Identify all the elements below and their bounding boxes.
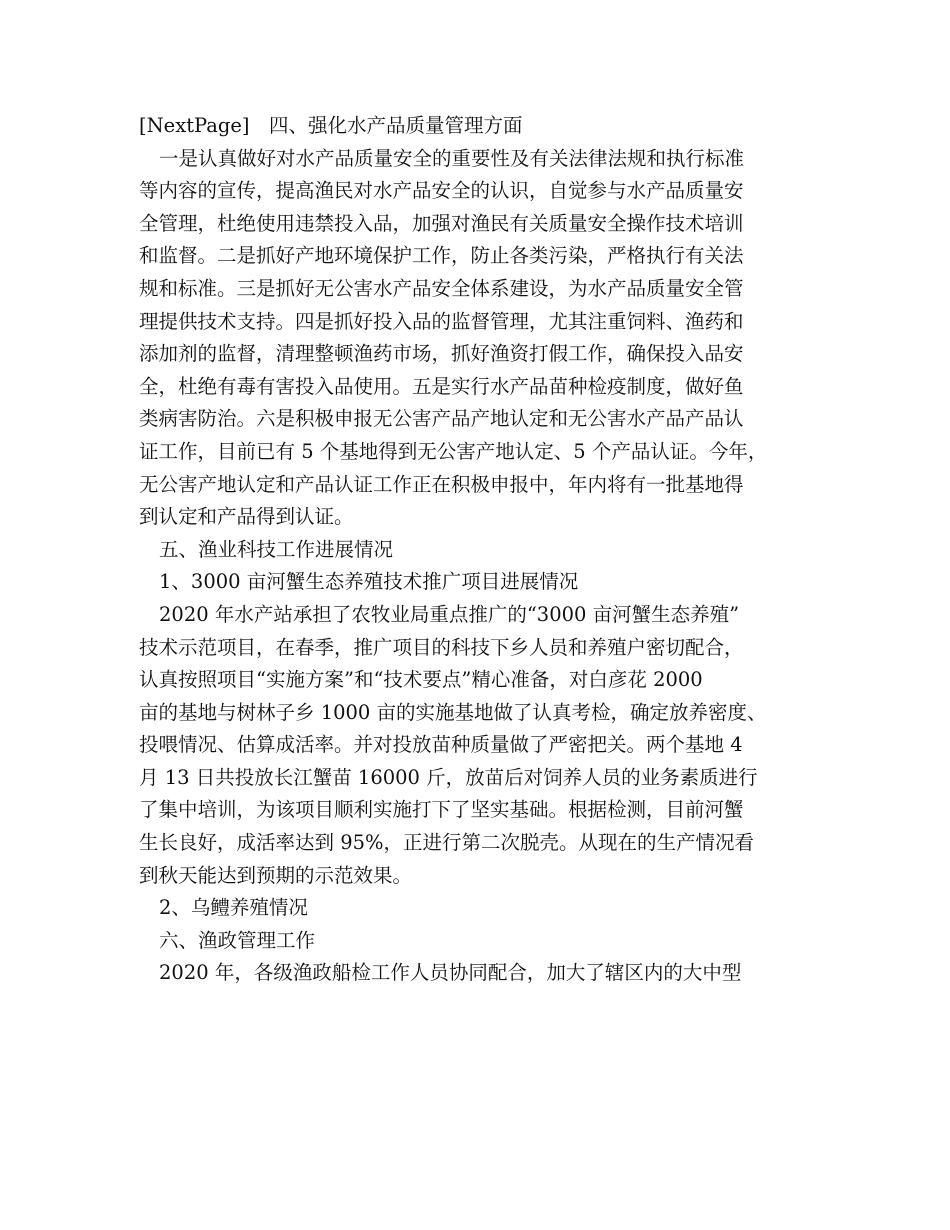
paragraph-line: 五、渔业科技工作进展情况 [159,537,394,561]
paragraph-line: 月 13 日共投放长江蟹苗 16000 斤，放苗后对饲养人员的业务素质进行 [139,765,758,789]
paragraph-line: 2020 年，各级渔政船检工作人员协同配合，加大了辖区内的大中型 [159,961,742,985]
paragraph-line: 证工作，目前已有 5 个基地得到无公害产地认定、5 个产品认证。今年， [139,439,768,463]
paragraph-line: 六、渔政管理工作 [159,928,316,952]
paragraph-line: 到秋天能达到预期的示范效果。 [139,863,413,887]
paragraph-line: 和监督。二是抓好产地环境保护工作，防止各类污染，严格执行有关法 [139,244,744,268]
paragraph-line: 技术示范项目，在春季，推广项目的科技下乡人员和养殖户密切配合， [139,635,744,659]
paragraph-line: 2、乌鳢养殖情况 [159,896,308,920]
paragraph-line: 到认定和产品得到认证。 [139,505,354,529]
paragraph-line: 规和标准。三是抓好无公害水产品安全体系建设，为水产品质量安全管 [139,276,744,300]
paragraph-line: 投喂情况、估算成活率。并对投放苗种质量做了严密把关。两个基地 4 [139,733,743,757]
paragraph-line: 亩的基地与树林子乡 1000 亩的实施基地做了认真考检，确定放养密度、 [139,700,767,724]
paragraph-line: 2020 年水产站承担了农牧业局重点推广的“3000 亩河蟹生态养殖” [159,602,740,626]
paragraph-line: 全管理，杜绝使用违禁投入品，加强对渔民有关质量安全操作技术培训 [139,211,744,235]
paragraph-line: 了集中培训，为该项目顺利实施打下了坚实基础。根据检测，目前河蟹 [139,798,744,822]
paragraph-line: 生长良好，成活率达到 95%，正进行第二次脱壳。从现在的生产情况看 [139,831,755,855]
paragraph-line: 一是认真做好对水产品质量安全的重要性及有关法律法规和执行标准 [159,146,745,170]
paragraph-line: 1、3000 亩河蟹生态养殖技术推广项目进展情况 [159,570,579,594]
paragraph-line: 等内容的宣传，提高渔民对水产品安全的认识，自觉参与水产品质量安 [139,179,744,203]
paragraph-line: 类病害防治。六是积极申报无公害产品产地认定和无公害水产品产品认 [139,407,744,431]
document-body [139,110,819,990]
section-heading-line: [NextPage] 四、强化水产品质量管理方面 [139,114,523,137]
paragraph-line: 添加剂的监督，清理整顿渔药市场，抓好渔资打假工作，确保投入品安 [139,342,744,366]
paragraph-line: 无公害产地认定和产品认证工作正在积极申报中，年内将有一批基地得 [139,472,744,496]
paragraph-line: 认真按照项目“实施方案”和“技术要点”精心准备，对白彦花 2000 [139,668,703,692]
paragraph-line: 全，杜绝有毒有害投入品使用。五是实行水产品苗种检疫制度，做好鱼 [139,374,744,398]
paragraph-line: 理提供技术支持。四是抓好投入品的监督管理，尤其注重饲料、渔药和 [139,309,744,333]
